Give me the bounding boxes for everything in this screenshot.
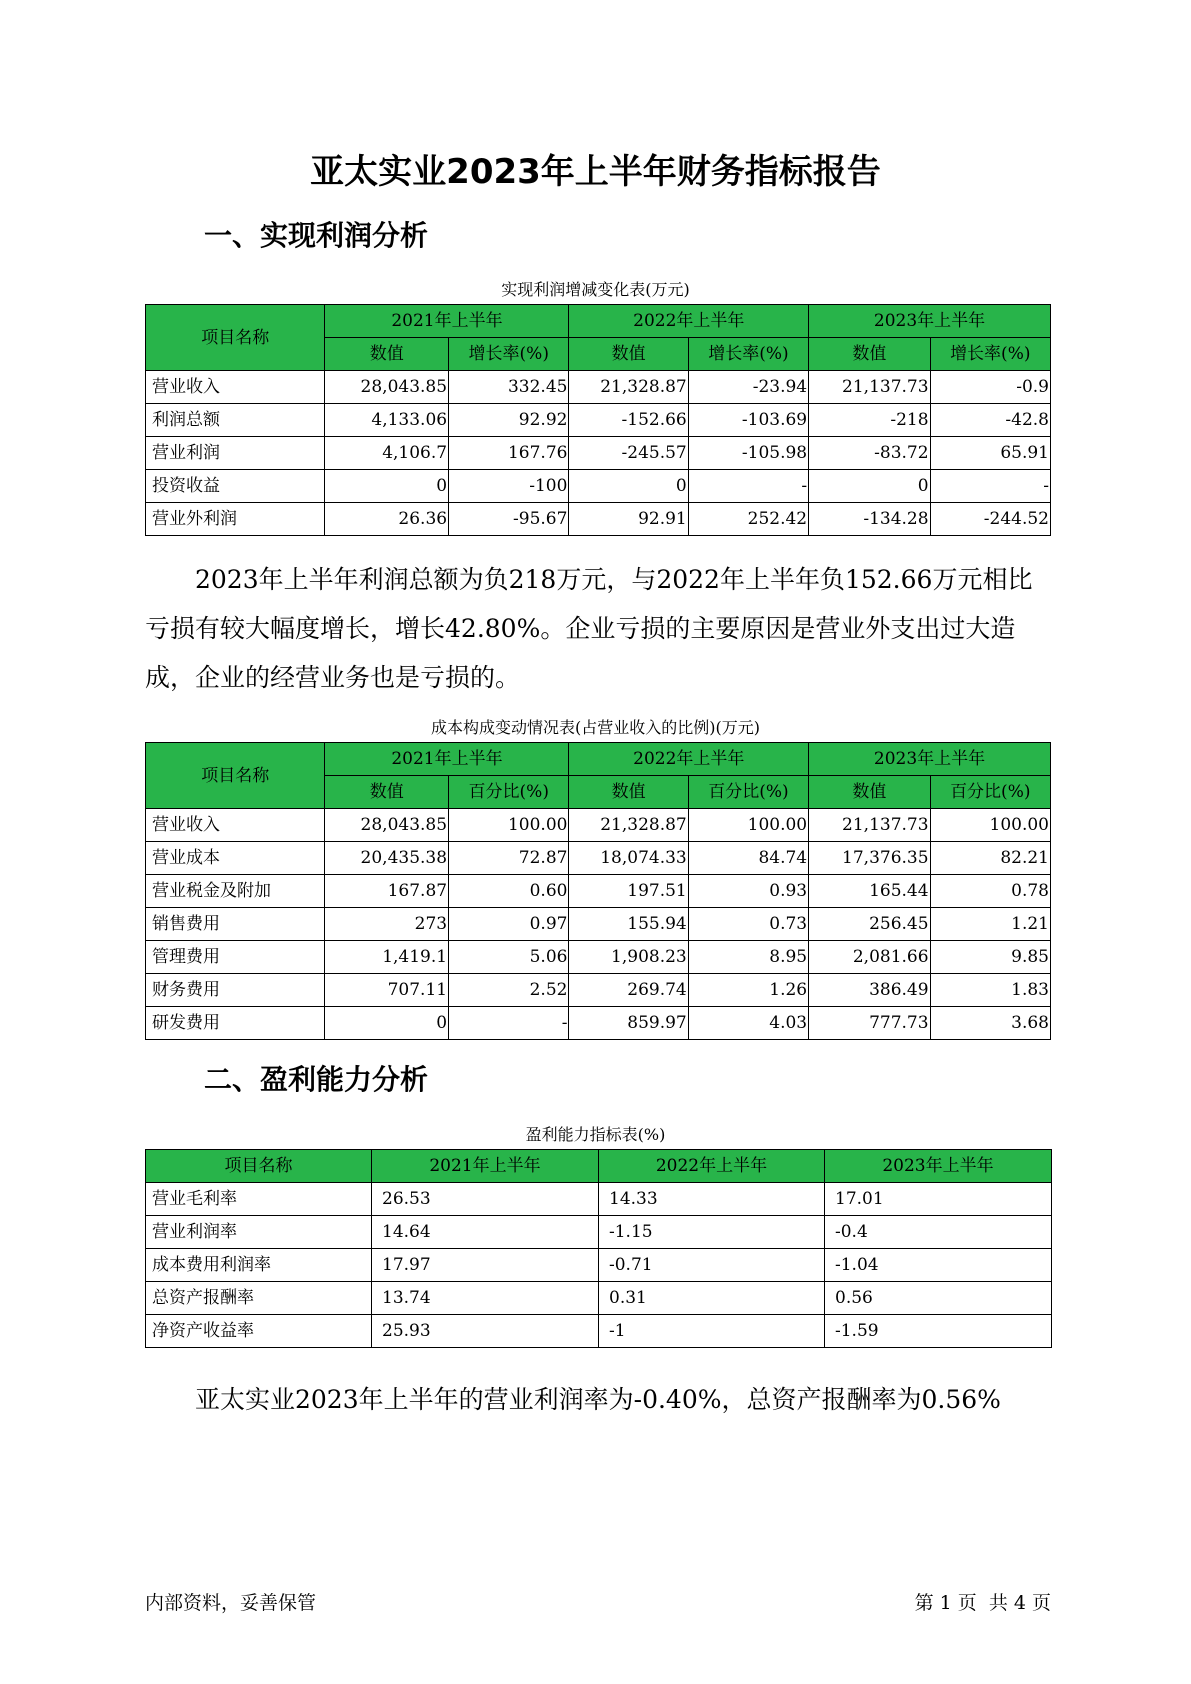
table-cell: 92.92 (449, 404, 569, 437)
table-cell: 26.36 (325, 503, 449, 536)
table-row (146, 1183, 1052, 1216)
value-subheader: 数值 (569, 776, 688, 809)
table-cell: -0.4 (825, 1216, 1052, 1249)
table-row (146, 470, 1051, 503)
table-cell: 100.00 (930, 809, 1050, 842)
table-cell: - (688, 470, 808, 503)
section-heading-profitability: 二、盈利能力分析 (204, 1063, 429, 1096)
percent-subheader: 百分比(%) (688, 776, 808, 809)
row-label: 营业利润 (146, 437, 325, 470)
table-cell: 4,106.7 (325, 437, 449, 470)
table-row (146, 1282, 1052, 1315)
table-cell: -42.8 (930, 404, 1050, 437)
value-subheader: 数值 (325, 338, 449, 371)
table-cell: 386.49 (809, 974, 930, 1007)
table-cell: 8.95 (688, 941, 808, 974)
table-cell: 0.97 (449, 908, 569, 941)
row-label: 营业收入 (146, 809, 325, 842)
table-cell: 100.00 (449, 809, 569, 842)
table-cell: -103.69 (688, 404, 808, 437)
row-label: 财务费用 (146, 974, 325, 1007)
footer-page-number: 第 1 页 共 4 页 (914, 1592, 1051, 1614)
table-cell: -0.9 (930, 371, 1050, 404)
table-cell: -100 (449, 470, 569, 503)
row-label: 总资产报酬率 (146, 1282, 372, 1315)
table-cell: 4.03 (688, 1007, 808, 1040)
table-row (146, 503, 1051, 536)
table-cell: -95.67 (449, 503, 569, 536)
row-label: 营业收入 (146, 371, 325, 404)
table-cell: -134.28 (809, 503, 930, 536)
row-label: 投资收益 (146, 470, 325, 503)
table-cell: 3.68 (930, 1007, 1050, 1040)
table-cell: 859.97 (569, 1007, 688, 1040)
table-cell: 26.53 (372, 1183, 599, 1216)
profit-analysis-paragraph: 2023年上半年利润总额为负218万元，与2022年上半年负152.66万元相比亏损有较大幅度增长，增长42.80%。企业亏损的主要原因是营业外支出过大造成，企业的经营业务也是亏损的。 (145, 565, 1033, 692)
table-cell: -105.98 (688, 437, 808, 470)
table-row (146, 1007, 1051, 1040)
period-header: 2023年上半年 (809, 305, 1051, 338)
value-subheader: 数值 (325, 776, 449, 809)
row-label: 研发费用 (146, 1007, 325, 1040)
table-cell: -244.52 (930, 503, 1050, 536)
profit-change-table (145, 304, 1051, 536)
table-cell: 100.00 (688, 809, 808, 842)
table-cell: 197.51 (569, 875, 688, 908)
period-header: 2021年上半年 (325, 305, 569, 338)
table-cell: -23.94 (688, 371, 808, 404)
table-cell: 2.52 (449, 974, 569, 1007)
table-cell: 332.45 (449, 371, 569, 404)
table-cell: -1.59 (825, 1315, 1052, 1348)
value-subheader: 数值 (809, 338, 930, 371)
table-cell: 165.44 (809, 875, 930, 908)
table-cell: -1.04 (825, 1249, 1052, 1282)
row-label: 营业外利润 (146, 503, 325, 536)
row-label: 成本费用利润率 (146, 1249, 372, 1282)
table-cell: 0 (809, 470, 930, 503)
table-cell: -0.71 (599, 1249, 825, 1282)
table-cell: 28,043.85 (325, 809, 449, 842)
table-cell: 1,908.23 (569, 941, 688, 974)
table-row (146, 908, 1051, 941)
period-header: 2021年上半年 (372, 1150, 599, 1183)
table-cell: 21,137.73 (809, 371, 930, 404)
cost-table-caption: 成本构成变动情况表(占营业收入的比例)(万元) (431, 718, 760, 737)
table-cell: - (930, 470, 1050, 503)
table-cell: 17.01 (825, 1183, 1052, 1216)
table-cell: 0.73 (688, 908, 808, 941)
row-label: 销售费用 (146, 908, 325, 941)
period-header: 2022年上半年 (569, 743, 809, 776)
table-cell: 777.73 (809, 1007, 930, 1040)
item-name-header: 项目名称 (146, 305, 325, 371)
profit-table-caption: 实现利润增减变化表(万元) (501, 280, 690, 299)
growth-subheader: 增长率(%) (930, 338, 1050, 371)
table-cell: 269.74 (569, 974, 688, 1007)
table-cell: 9.85 (930, 941, 1050, 974)
table-cell: 0.78 (930, 875, 1050, 908)
row-label: 营业毛利率 (146, 1183, 372, 1216)
table-row (146, 371, 1051, 404)
table-cell: 0.56 (825, 1282, 1052, 1315)
table-cell: 0.93 (688, 875, 808, 908)
table-cell: 92.91 (569, 503, 688, 536)
table-cell: 13.74 (372, 1282, 599, 1315)
table-cell: 155.94 (569, 908, 688, 941)
percent-subheader: 百分比(%) (930, 776, 1050, 809)
table-cell: 28,043.85 (325, 371, 449, 404)
table-cell: 273 (325, 908, 449, 941)
table-cell: 25.93 (372, 1315, 599, 1348)
row-label: 营业利润率 (146, 1216, 372, 1249)
table-row (146, 875, 1051, 908)
table-cell: 21,328.87 (569, 809, 688, 842)
table-row (146, 1249, 1052, 1282)
value-subheader: 数值 (569, 338, 688, 371)
table-cell: 14.33 (599, 1183, 825, 1216)
table-cell: -1.15 (599, 1216, 825, 1249)
row-label: 营业成本 (146, 842, 325, 875)
table-cell: 0 (325, 470, 449, 503)
table-row (146, 1216, 1052, 1249)
table-row (146, 974, 1051, 1007)
table-cell: 82.21 (930, 842, 1050, 875)
row-label: 净资产收益率 (146, 1315, 372, 1348)
table-cell: 0.31 (599, 1282, 825, 1315)
row-label: 利润总额 (146, 404, 325, 437)
period-header: 2022年上半年 (569, 305, 809, 338)
value-subheader: 数值 (809, 776, 930, 809)
table-cell: - (449, 1007, 569, 1040)
table-cell: 84.74 (688, 842, 808, 875)
table-cell: 72.87 (449, 842, 569, 875)
table-cell: 1,419.1 (325, 941, 449, 974)
ratio-table-caption: 盈利能力指标表(%) (525, 1125, 666, 1144)
period-header: 2021年上半年 (325, 743, 569, 776)
table-cell: 0 (569, 470, 688, 503)
table-cell: 0.60 (449, 875, 569, 908)
item-name-header: 项目名称 (146, 743, 325, 809)
table-cell: -83.72 (809, 437, 930, 470)
table-cell: 17,376.35 (809, 842, 930, 875)
table-cell: 167.76 (449, 437, 569, 470)
table-cell: 21,137.73 (809, 809, 930, 842)
item-name-header: 项目名称 (146, 1150, 372, 1183)
section-heading-profit: 一、实现利润分析 (204, 219, 429, 252)
table-cell: 707.11 (325, 974, 449, 1007)
table-cell: 1.21 (930, 908, 1050, 941)
table-cell: -1 (599, 1315, 825, 1348)
table-cell: 1.83 (930, 974, 1050, 1007)
table-row (146, 842, 1051, 875)
table-cell: 0 (325, 1007, 449, 1040)
table-row (146, 1315, 1052, 1348)
row-label: 营业税金及附加 (146, 875, 325, 908)
table-cell: 167.87 (325, 875, 449, 908)
table-cell: 14.64 (372, 1216, 599, 1249)
table-cell: 5.06 (449, 941, 569, 974)
percent-subheader: 百分比(%) (449, 776, 569, 809)
profitability-paragraph: 亚太实业2023年上半年的营业利润率为-0.40%，总资产报酬率为0.56% (195, 1385, 1001, 1414)
period-header: 2023年上半年 (809, 743, 1051, 776)
table-cell: 18,074.33 (569, 842, 688, 875)
footer-confidential-note: 内部资料，妥善保管 (145, 1592, 317, 1614)
table-cell: -218 (809, 404, 930, 437)
table-cell: 252.42 (688, 503, 808, 536)
growth-subheader: 增长率(%) (688, 338, 808, 371)
table-row (146, 404, 1051, 437)
table-row (146, 437, 1051, 470)
table-cell: 256.45 (809, 908, 930, 941)
growth-subheader: 增长率(%) (449, 338, 569, 371)
profitability-ratio-table (145, 1149, 1052, 1348)
table-row (146, 941, 1051, 974)
report-title: 亚太实业2023年上半年财务指标报告 (310, 152, 881, 192)
table-cell: 65.91 (930, 437, 1050, 470)
period-header: 2023年上半年 (825, 1150, 1052, 1183)
table-cell: 1.26 (688, 974, 808, 1007)
table-cell: 21,328.87 (569, 371, 688, 404)
row-label: 管理费用 (146, 941, 325, 974)
table-cell: 17.97 (372, 1249, 599, 1282)
table-row (146, 809, 1051, 842)
table-cell: -152.66 (569, 404, 688, 437)
period-header: 2022年上半年 (599, 1150, 825, 1183)
cost-structure-table (145, 742, 1051, 1040)
table-cell: 20,435.38 (325, 842, 449, 875)
table-cell: 2,081.66 (809, 941, 930, 974)
table-cell: -245.57 (569, 437, 688, 470)
table-cell: 4,133.06 (325, 404, 449, 437)
